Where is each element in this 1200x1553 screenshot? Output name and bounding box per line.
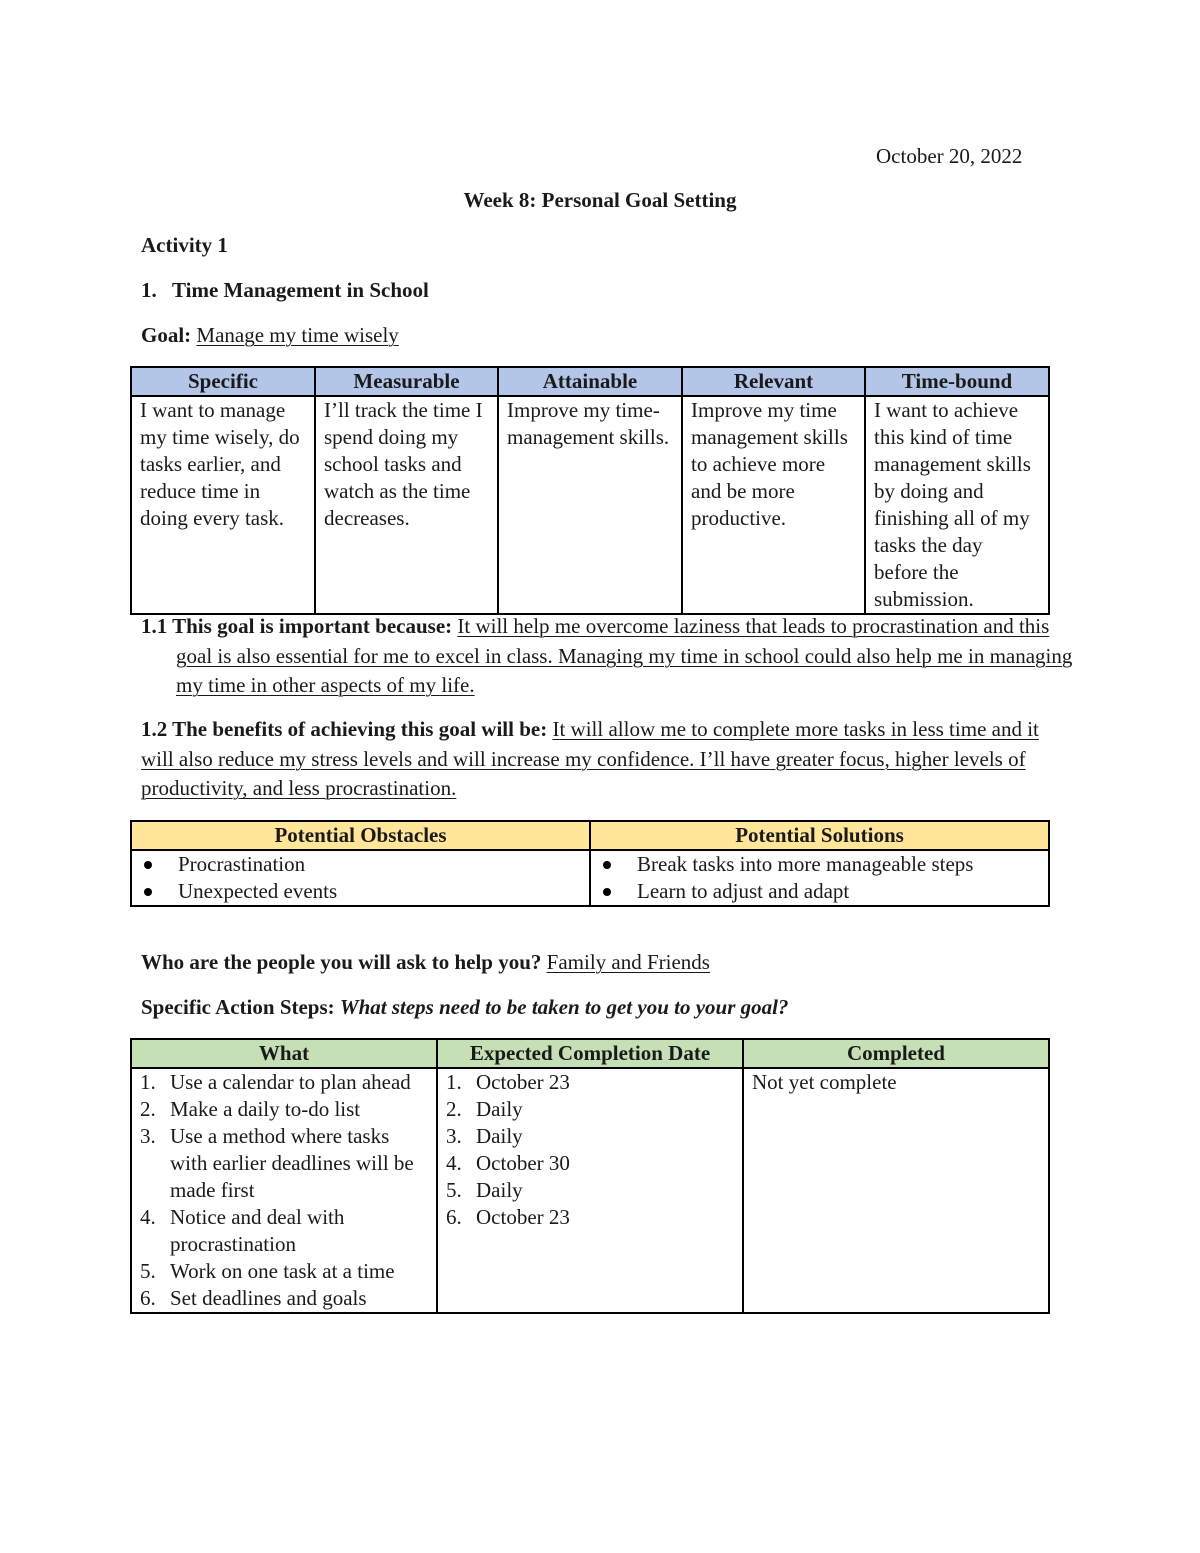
section-title: Time Management in School (172, 278, 429, 302)
list-item: 6. Set deadlines and goals (140, 1286, 367, 1310)
importance-paragraph (141, 612, 1081, 701)
smart-header-measurable: Measurable (315, 367, 498, 396)
list-item: 4. Notice and deal with procrastination (140, 1205, 345, 1256)
action-steps-table (130, 1038, 1050, 1314)
section-heading (141, 277, 429, 303)
solutions-cell (590, 850, 1049, 906)
list-item: Procrastination (140, 851, 581, 878)
action-steps-label: Specific Action Steps: (141, 995, 335, 1019)
date-list (446, 1069, 734, 1231)
goal-label: Goal: (141, 323, 192, 347)
list-item: 3. Use a method where tasks with earlier deadlines will be made first (140, 1124, 414, 1202)
completed-cell: Not yet complete (743, 1068, 1049, 1313)
action-steps-line (141, 994, 788, 1020)
smart-table (130, 366, 1050, 615)
importance-label: 1.1 This goal is important because: (141, 614, 453, 638)
what-cell (131, 1068, 437, 1313)
obstacles-header: Potential Obstacles (131, 821, 590, 850)
smart-header-time-bound: Time-bound (865, 367, 1049, 396)
obstacles-header-row (131, 821, 1049, 850)
date-cell (437, 1068, 743, 1313)
smart-cell-time-bound: I want to achieve this kind of time management skills by doing and finishing all of my tasks the day before the submission. (865, 396, 1049, 614)
document-title: Week 8: Personal Goal Setting (463, 188, 737, 212)
solutions-header: Potential Solutions (590, 821, 1049, 850)
list-item: 1. October 23 (446, 1070, 570, 1094)
smart-cell-relevant: Improve my time management skills to achieve more and be more productive. (682, 396, 865, 614)
obstacles-table (130, 820, 1050, 907)
what-list (140, 1069, 428, 1312)
importance-text: It will help me overcome laziness that leads to procrastination and this goal is also essential for me to excel in class. Managing my time in school could also help me in managing my time in other aspects of my life. (176, 614, 1073, 697)
smart-header-row (131, 367, 1049, 396)
list-item: 5. Work on one task at a time (140, 1259, 395, 1283)
solutions-list (599, 851, 1040, 905)
goal-line (141, 322, 399, 348)
list-item: 4. October 30 (446, 1151, 570, 1175)
list-item: 5. Daily (446, 1178, 523, 1202)
list-item: 2. Daily (446, 1097, 523, 1121)
action-body-row (131, 1068, 1049, 1313)
smart-body-row (131, 396, 1049, 614)
list-item: Break tasks into more manageable steps (599, 851, 1040, 878)
benefits-label: 1.2 The benefits of achieving this goal will be: (141, 717, 548, 741)
list-item: Unexpected events (140, 878, 581, 905)
smart-cell-specific: I want to manage my time wisely, do tasks earlier, and reduce time in doing every task. (131, 396, 315, 614)
benefits-paragraph (141, 715, 1046, 804)
date-header: Expected Completion Date (437, 1039, 743, 1068)
list-item: 1. Use a calendar to plan ahead (140, 1070, 411, 1094)
activity-heading: Activity 1 (141, 233, 228, 257)
obstacles-cell (131, 850, 590, 906)
goal-value: Manage my time wisely (196, 323, 399, 347)
smart-header-attainable: Attainable (498, 367, 682, 396)
document-date: October 20, 2022 (876, 144, 1023, 168)
obstacles-list (140, 851, 581, 905)
action-steps-question: What steps need to be taken to get you to your goal? (339, 995, 789, 1019)
helpers-line (141, 949, 710, 975)
action-header-row (131, 1039, 1049, 1068)
smart-header-specific: Specific (131, 367, 315, 396)
benefits-text: It will allow me to complete more tasks in less time and it will also reduce my stress levels and will increase my confidence. I’ll have greater focus, higher levels of productivity, and less procrastination. (141, 717, 1039, 800)
list-item: 2. Make a daily to-do list (140, 1097, 361, 1121)
smart-cell-attainable: Improve my time-management skills. (498, 396, 682, 614)
smart-header-relevant: Relevant (682, 367, 865, 396)
completed-header: Completed (743, 1039, 1049, 1068)
list-item: 6. October 23 (446, 1205, 570, 1229)
what-header: What (131, 1039, 437, 1068)
helpers-value: Family and Friends (546, 950, 710, 974)
smart-cell-measurable: I’ll track the time I spend doing my school tasks and watch as the time decreases. (315, 396, 498, 614)
obstacles-body-row (131, 850, 1049, 906)
section-number: 1. (141, 278, 157, 302)
list-item: Learn to adjust and adapt (599, 878, 1040, 905)
helpers-label: Who are the people you will ask to help you? (141, 950, 542, 974)
list-item: 3. Daily (446, 1124, 523, 1148)
